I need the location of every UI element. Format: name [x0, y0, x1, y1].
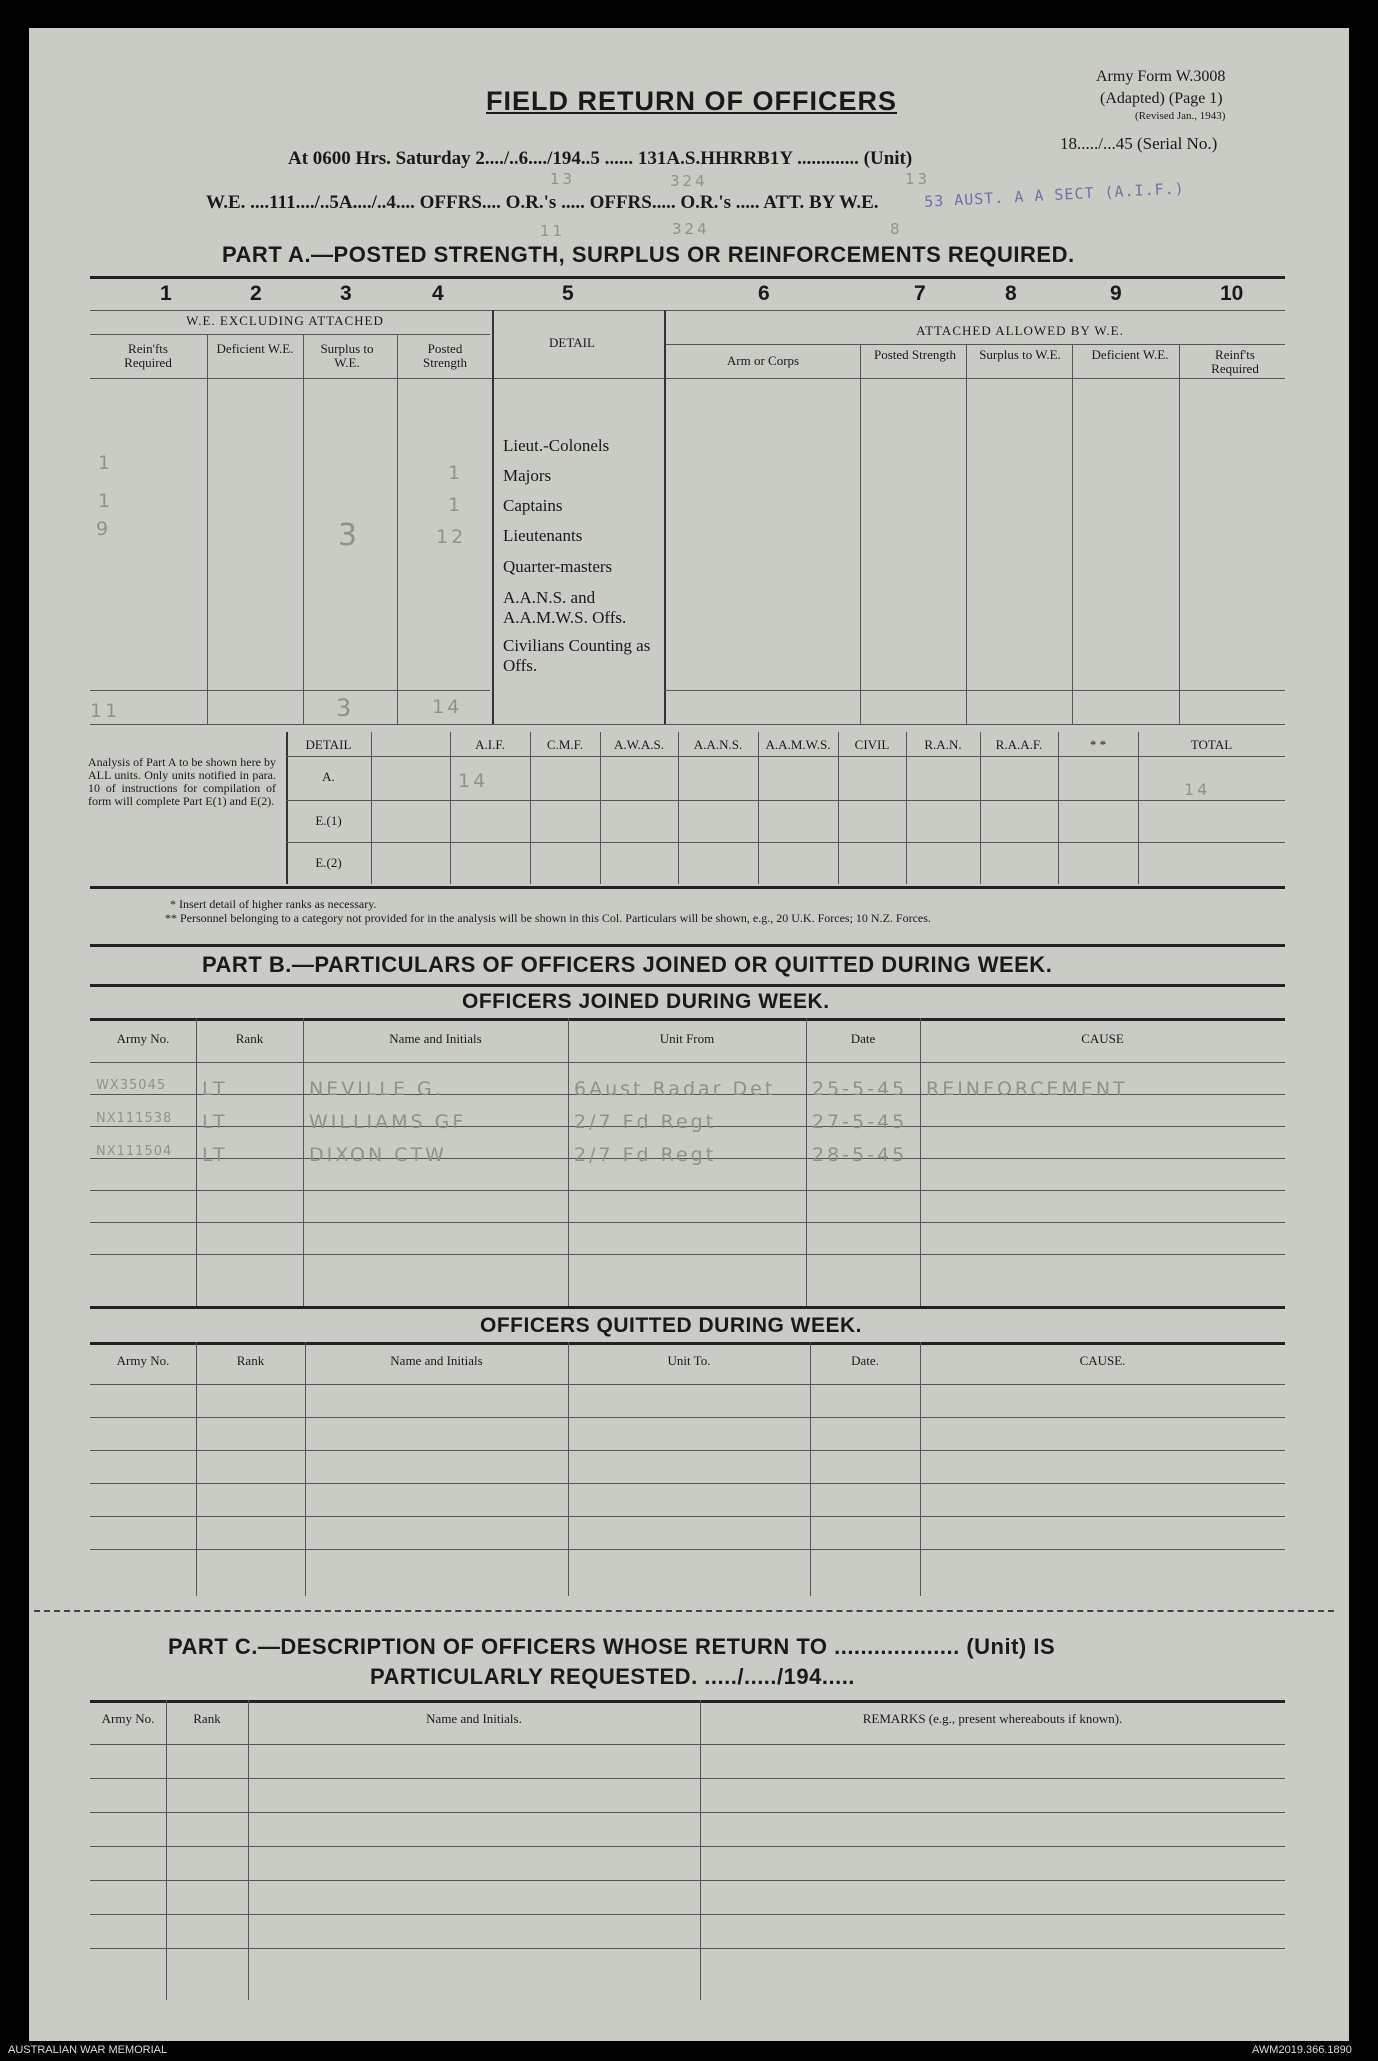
part-a-title: PART A.—POSTED STRENGTH, SURPLUS OR REINFORCEMENTS REQUIRED. [222, 242, 1075, 267]
rule [90, 1254, 1285, 1255]
column-number: 2 [250, 282, 262, 305]
joined-col-header: Rank [235, 1031, 264, 1046]
column-number: 10 [1220, 282, 1244, 305]
rule [303, 334, 304, 724]
hw-att-bot: 8 [890, 220, 903, 238]
note-insert: * Insert detail of higher ranks as necessary. [170, 897, 377, 911]
col-att-posted: Posted Strength [874, 347, 956, 362]
hw-offrs-bot: 11 [540, 222, 566, 240]
analysis-col-header: A.A.M.W.S. [765, 737, 831, 752]
rule [838, 732, 839, 884]
rule [397, 334, 398, 724]
hw-ors-top: 324 [670, 172, 708, 190]
analysis-col-header: R.A.A.F. [995, 737, 1043, 752]
rule [90, 1880, 1285, 1881]
rule [90, 1744, 1285, 1745]
joined-cell: LT [202, 1078, 228, 1100]
rule [305, 1342, 306, 1596]
rule [664, 310, 666, 724]
rule [90, 1483, 1285, 1484]
analysis-col-header: A.A.N.S. [693, 737, 743, 752]
rule [371, 732, 372, 884]
analysis-col-header: A.I.F. [475, 737, 505, 752]
joined-cell: NEVILLE G. [309, 1078, 444, 1100]
joined-cell: REINFORCEMENT [926, 1078, 1128, 1100]
analysis-col-header: TOTAL [1190, 737, 1233, 752]
form-adapted: (Adapted) (Page 1) [1100, 90, 1223, 107]
rule [248, 1700, 249, 2000]
rule [90, 1190, 1285, 1191]
rule [980, 732, 981, 884]
detail-captains: Captains [503, 496, 563, 515]
rule [90, 310, 1285, 311]
joined-cell: WX35045 [96, 1078, 167, 1093]
rule [810, 1342, 811, 1596]
hw-c1-captains: 1 [98, 490, 114, 512]
hw-total-c3: 3 [336, 694, 355, 722]
we-line: W.E. ....111..../..5A..../..4.... OFFRS.... O.R.'s ..... OFFRS..... O.R.'s ..... ATT. BY W.E. [206, 192, 879, 213]
joined-cell: 25-5-45 [812, 1078, 908, 1100]
col-arm-corps: Arm or Corps [726, 353, 800, 368]
rule [700, 1700, 701, 2000]
footer-left: AUSTRALIAN WAR MEMORIAL [8, 2044, 168, 2056]
rule [90, 1948, 1285, 1949]
hw-aif-a: 14 [458, 770, 489, 792]
joined-cell: 27-5-45 [812, 1111, 908, 1133]
joined-cell: 28-5-45 [812, 1144, 908, 1166]
quitted-title: OFFICERS QUITTED DURING WEEK. [480, 1314, 862, 1337]
rule [90, 1306, 1285, 1309]
hw-total-c4: 14 [432, 696, 463, 718]
detail-majors: Majors [503, 466, 552, 485]
rule [90, 886, 1285, 889]
at-line: At 0600 Hrs. Saturday 2..../..6..../194..5 ...... 131A.S.HHRRB1Y ............. (Unit) [288, 148, 913, 169]
rule [1058, 732, 1059, 884]
footer-right: AWM2019.366.1890 [1252, 2044, 1352, 2056]
part-c-title-2: PARTICULARLY REQUESTED. ...../...../194..... [370, 1664, 855, 1689]
analysis-col-header: R.A.N. [924, 737, 962, 752]
analysis-col-header: * * [1089, 737, 1107, 752]
hw-c4-majors: 1 [448, 462, 464, 484]
group-attached: ATTACHED ALLOWED BY W.E. [916, 323, 1124, 338]
analysis-row-label: E.(1) [315, 813, 342, 828]
joined-cell: 2/7 Fd Regt [574, 1111, 717, 1133]
col-att-surplus: Surplus to W.E. [979, 347, 1061, 362]
column-number: 9 [1110, 282, 1122, 305]
rule [90, 334, 490, 335]
joined-col-header: Army No. [116, 1031, 170, 1046]
joined-cell: DIXON CTW [309, 1144, 447, 1166]
rule [758, 732, 759, 884]
joined-col-header: Unit From [659, 1031, 715, 1046]
detail-lieutenants: Lieutenants [503, 526, 583, 545]
form-id: Army Form W.3008 [1096, 68, 1226, 85]
rule [90, 984, 1285, 987]
form-title: FIELD RETURN OF OFFICERS [486, 86, 897, 116]
analysis-col-header: A.W.A.S. [613, 737, 665, 752]
col-reinfts: Rein'fts Required [124, 341, 172, 370]
rule [90, 944, 1285, 947]
hw-total-c1: 11 [90, 700, 121, 722]
form-revised: (Revised Jan., 1943) [1135, 110, 1226, 122]
column-number: 3 [340, 282, 352, 305]
serial-line: 18...../...45 (Serial No.) [1060, 134, 1218, 153]
detail-qm: Quarter-masters [503, 557, 613, 576]
rule [860, 344, 861, 724]
joined-cell: 6Aust Radar Det [574, 1078, 776, 1100]
detail-aans: A.A.N.S. and A.A.M.W.S. Offs. [503, 588, 627, 627]
hw-c1-majors: 1 [98, 452, 114, 474]
column-number: 4 [432, 282, 444, 305]
analysis-row-label: A. [322, 769, 335, 784]
column-number: 5 [562, 282, 574, 305]
rule [1138, 732, 1139, 884]
column-number: 8 [1005, 282, 1017, 305]
rule [286, 842, 1285, 843]
analysis-col-header: CIVIL [854, 737, 890, 752]
joined-col-header: Name and Initials [389, 1031, 482, 1046]
rule [90, 276, 1285, 279]
col-surplus: Surplus to W.E. [320, 341, 374, 370]
rule [492, 310, 494, 724]
detail-header: DETAIL [549, 335, 595, 350]
part-c-col-header: Army No. [101, 1711, 155, 1726]
joined-cell: LT [202, 1111, 228, 1133]
rule [90, 1450, 1285, 1451]
part-c-col-header: REMARKS (e.g., present whereabouts if known). [862, 1711, 1123, 1726]
rule [1072, 344, 1073, 724]
rule [664, 690, 1285, 691]
rule [90, 1516, 1285, 1517]
part-c-col-header: Rank [193, 1711, 221, 1726]
part-c-title-1: PART C.—DESCRIPTION OF OFFICERS WHOSE RETURN TO ................... (Unit) IS [168, 1634, 1056, 1659]
rule [568, 1342, 569, 1596]
group-we-excluding: W.E. EXCLUDING ATTACHED [186, 313, 384, 328]
rule [966, 344, 967, 724]
column-number: 6 [758, 282, 770, 305]
analysis-note: Analysis of Part A to be shown here by ALL units. Only units notified in para. 10 of instructions for compilation of form will complete Part E(1) and E(2). [88, 755, 276, 808]
col-posted: Posted Strength [422, 341, 468, 370]
column-number: 1 [160, 282, 172, 305]
rule [196, 1342, 197, 1596]
part-b-title: PART B.—PARTICULARS OF OFFICERS JOINED OR QUITTED DURING WEEK. [202, 952, 1053, 977]
rule [906, 732, 907, 884]
quitted-col-header: Name and Initials [390, 1353, 483, 1368]
joined-cell: NX111504 [96, 1144, 173, 1159]
detail-civilians: Civilians Counting as Offs. [503, 636, 651, 675]
col-deficient: Deficient W.E. [216, 341, 294, 356]
detail-lt-col: Lieut.-Colonels [503, 436, 610, 455]
hw-total-a: 14 [1184, 780, 1211, 799]
rule [286, 756, 1285, 757]
hw-c3-lieuts: 3 [338, 518, 361, 553]
col-att-reinfts: Reinf'ts Required [1211, 347, 1259, 376]
quitted-col-header: Rank [236, 1353, 265, 1368]
rule [90, 1846, 1285, 1847]
rule [90, 724, 1285, 725]
joined-cell: 2/7 Fd Regt [574, 1144, 717, 1166]
analysis-col-header: DETAIL [305, 737, 352, 752]
quitted-col-header: Unit To. [667, 1353, 711, 1368]
rule [90, 378, 1285, 379]
rule [90, 690, 490, 691]
joined-title: OFFICERS JOINED DURING WEEK. [462, 990, 830, 1013]
column-number: 7 [914, 282, 926, 305]
rule [90, 1384, 1285, 1385]
rule [90, 1549, 1285, 1550]
rule [920, 1342, 921, 1596]
rule [678, 732, 679, 884]
rule [1179, 344, 1180, 724]
hw-ors-bot: 324 [672, 220, 710, 238]
quitted-col-header: CAUSE. [1079, 1353, 1126, 1368]
hw-c4-captains: 1 [448, 494, 464, 516]
rule [90, 1812, 1285, 1813]
rule [600, 732, 601, 884]
quitted-col-header: Date. [851, 1353, 879, 1368]
rule [90, 1018, 1285, 1021]
joined-cell: NX111538 [96, 1111, 173, 1126]
col-att-deficient: Deficient W.E. [1091, 347, 1169, 362]
rule [90, 1342, 1285, 1345]
hw-c4-lieuts: 12 [436, 526, 467, 548]
rule [90, 1700, 1285, 1703]
quitted-col-header: Army No. [116, 1353, 170, 1368]
hw-offrs-top: 13 [550, 170, 576, 188]
rule [450, 732, 451, 884]
rule [90, 1062, 1285, 1063]
rule [207, 334, 208, 724]
rule [90, 1914, 1285, 1915]
analysis-col-header: C.M.F. [546, 737, 584, 752]
rule [90, 1778, 1285, 1779]
rule [90, 1417, 1285, 1418]
rule [166, 1700, 167, 2000]
unit-stamp: 53 AUST. A A SECT (A.I.F.) [923, 179, 1186, 211]
joined-col-header: Date [850, 1031, 876, 1046]
perforation-line [34, 1610, 1334, 1612]
hw-att-top: 13 [905, 170, 931, 188]
rule [286, 800, 1285, 801]
joined-cell: WILLIAMS GF [309, 1111, 467, 1133]
joined-col-header: CAUSE [1081, 1031, 1124, 1046]
rule [664, 344, 1285, 345]
hw-c1-lieuts: 9 [96, 518, 112, 540]
analysis-row-label: E.(2) [315, 855, 342, 870]
part-c-col-header: Name and Initials. [426, 1711, 522, 1726]
note-personnel: ** Personnel belonging to a category not provided for in the analysis will be shown in this Col. Particulars will be shown, e.g., 20 U.K. Forces; 10 N.Z. Forces. [165, 911, 931, 925]
rule [530, 732, 531, 884]
joined-cell: LT [202, 1144, 228, 1166]
rule [90, 1222, 1285, 1223]
